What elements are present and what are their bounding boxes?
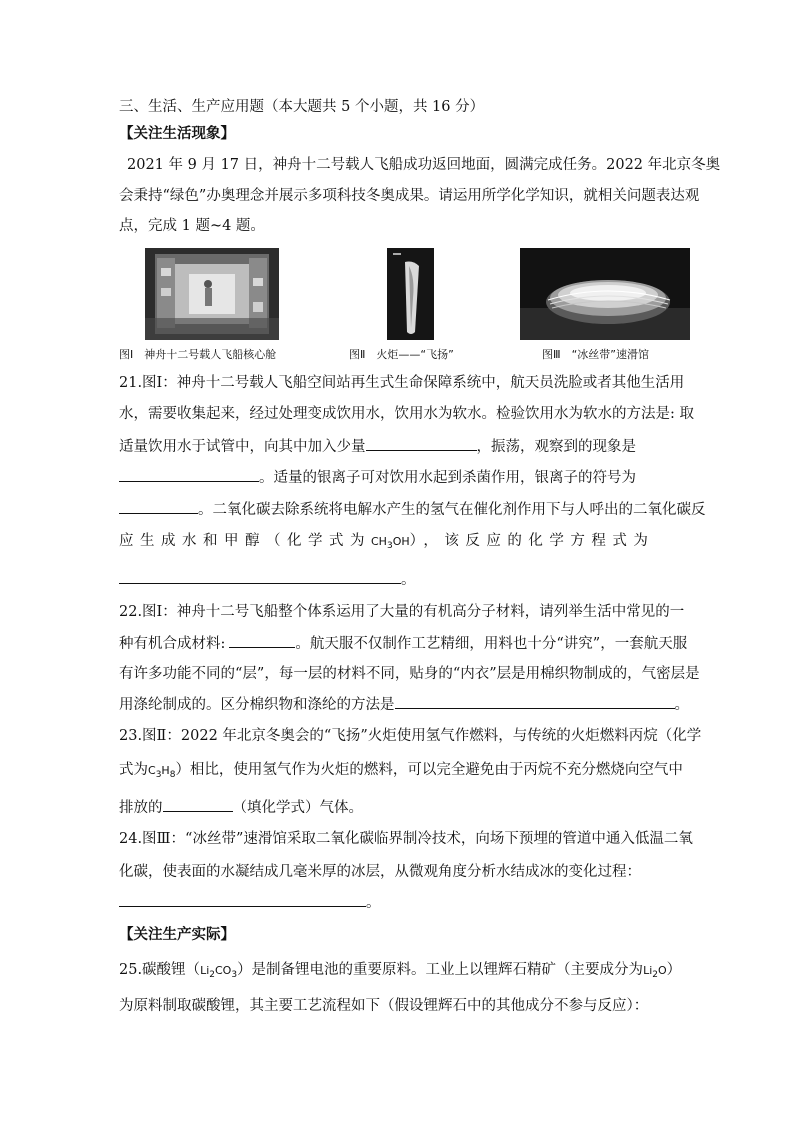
figure-spacecraft-cabin-image xyxy=(145,248,279,340)
q22-line-1: 22.图Ⅰ：神舟十二号飞船整个体系运用了大量的有机高分子材料，请列举生活中常见的一 xyxy=(119,604,685,620)
lithium-carbonate-li: Li xyxy=(200,964,210,977)
q21-blank-phenomenon[interactable] xyxy=(119,467,259,482)
q22-line-4 xyxy=(119,694,689,715)
q21-line-3-text-b: ，振荡，观察到的现象是 xyxy=(476,439,636,455)
q23-line-1: 23.图Ⅱ：2022 年北京冬奥会的“飞扬”火炬使用氢气作燃料，与传统的火炬燃料丙烷（化学 xyxy=(119,728,702,744)
lithium-carbonate-li-subscript: 2 xyxy=(209,970,215,981)
q23-line-3-text-b: （填化学式）气体。 xyxy=(232,800,363,816)
lithium-carbonate-co: CO xyxy=(214,964,232,977)
q21-line-3-text-a: 适量饮用水于试管中，向其中加入少量 xyxy=(119,439,366,455)
q25-line-1-text-c: ） xyxy=(666,962,682,978)
q21-line-7-end: 。 xyxy=(401,572,416,588)
q23-line-2 xyxy=(119,760,683,785)
q25-line-1-text-a: 25.碳酸锂（ xyxy=(119,962,201,978)
figure-torch-image xyxy=(387,248,434,340)
intro-line-1: 2021 年 9 月 17 日，神舟十二号载人飞船成功返回地面，圆满完成任务。2022 年北京冬奥 xyxy=(127,157,721,173)
figure-2-caption: 图Ⅱ 火炬——“飞扬” xyxy=(349,348,454,361)
q21-blank-silver-ion[interactable] xyxy=(119,499,198,514)
q25-line-1 xyxy=(119,960,681,985)
methanol-formula-ch: CH xyxy=(371,535,387,548)
q23-line-3 xyxy=(119,797,363,818)
q21-line-4-text: 。适量的银离子可对饮用水起到杀菌作用，银离子的符号为 xyxy=(259,470,636,486)
intro-line-3: 点，完成 1 题~4 题。 xyxy=(119,218,265,234)
heading-production-practice: 【关注生产实际】 xyxy=(119,926,235,943)
q24-line-1: 24.图Ⅲ：“冰丝带”速滑馆采取二氧化碳临界制冷技术，向场下预埋的管道中通入低温二氧 xyxy=(119,831,693,847)
q23-blank-gas[interactable] xyxy=(163,797,233,812)
q25-line-2: 为原料制取碳酸锂，其主要工艺流程如下（假设锂辉石中的其他成分不参与反应）： xyxy=(119,998,649,1014)
section-title: 三、生活、生产应用题（本大题共 5 个小题，共 16 分） xyxy=(119,99,485,115)
q21-line-5 xyxy=(119,499,706,520)
intro-line-2: 会秉持“绿色”办奥理念并展示多项科技冬奥成果。请运用所学化学知识，就相关问题表达观 xyxy=(119,188,700,204)
lithium-carbonate-co-subscript: 3 xyxy=(231,970,238,981)
figure-ice-ribbon-arena-image xyxy=(520,248,690,340)
lithium-oxide-o: O xyxy=(657,964,667,977)
q23-line-2-text-b: ）相比，使用氢气作为火炬的燃料，可以完全避免由于丙烷不充分燃烧向空气中 xyxy=(175,762,683,778)
q25-line-1-text-b: ）是制备锂电池的重要原料。工业上以锂辉石精矿（主要成分为 xyxy=(237,962,644,978)
q22-line-2-text-b: 。航天服不仅制作工艺精细，用料也十分“讲究”，一套航天服 xyxy=(295,636,688,652)
lithium-oxide-li: Li xyxy=(643,964,653,977)
propane-formula-h: H xyxy=(161,764,170,777)
q22-line-2 xyxy=(119,633,687,654)
q21-line-4 xyxy=(119,467,636,488)
q22-line-2-text-a: 种有机合成材料: xyxy=(119,636,226,652)
q21-line-3 xyxy=(119,436,636,457)
q24-line-3-end: 。 xyxy=(366,895,381,911)
q21-line-6 xyxy=(119,531,654,556)
propane-formula-c: C xyxy=(148,764,156,777)
q24-line-2: 化碳，使表面的水凝结成几毫米厚的冰层，从微观角度分析水结成冰的变化过程： xyxy=(119,864,641,880)
heading-life-phenomena: 【关注生活现象】 xyxy=(119,125,235,142)
methanol-formula xyxy=(371,535,410,552)
q24-line-3 xyxy=(119,892,381,913)
propane-formula-c-subscript: 3 xyxy=(155,770,162,781)
lithium-carbonate-formula xyxy=(200,964,238,981)
q24-blank-process[interactable] xyxy=(119,892,366,907)
methanol-formula-subscript: 3 xyxy=(386,541,393,552)
propane-formula-h-subscript: 8 xyxy=(169,770,176,781)
q21-blank-equation[interactable] xyxy=(119,569,401,584)
q21-line-6-text-a: 应生成水和甲醇（化学式为 xyxy=(119,533,371,549)
q22-blank-material[interactable] xyxy=(229,633,295,648)
q22-blank-method[interactable] xyxy=(395,694,675,709)
figure-1-caption: 图Ⅰ 神舟十二号载人飞船核心舱 xyxy=(119,348,277,361)
q23-line-2-text-a: 式为 xyxy=(119,762,148,778)
q21-blank-reagent[interactable] xyxy=(366,436,477,451)
q21-line-7 xyxy=(119,569,416,590)
q21-line-5-text: 。二氧化碳去除系统将电解水产生的氢气在催化剂作用下与人呼出的二氧化碳反 xyxy=(198,502,706,518)
lithium-oxide-formula xyxy=(643,964,667,981)
lithium-oxide-li-subscript: 2 xyxy=(652,970,658,981)
q21-line-1: 21.图Ⅰ：神舟十二号载人飞船空间站再生式生命保障系统中，航天员洗脸或者其他生活用 xyxy=(119,375,685,391)
methanol-formula-oh: OH xyxy=(392,535,410,548)
q23-line-3-text-a: 排放的 xyxy=(119,800,163,816)
figure-3-caption: 图Ⅲ “冰丝带”速滑馆 xyxy=(542,348,649,361)
q21-line-2: 水，需要收集起来，经过处理变成饮用水，饮用水为软水。检验饮用水为软水的方法是: 取 xyxy=(119,406,694,422)
q21-line-6-text-b: ），该反应的化学方程式为 xyxy=(409,533,655,549)
q22-line-4-text: 用涤纶制成的。区分棉织物和涤纶的方法是 xyxy=(119,697,395,713)
propane-formula xyxy=(148,764,176,781)
q22-line-4-end: 。 xyxy=(674,697,689,713)
q22-line-3: 有许多功能不同的“层”，每一层的材料不同，贴身的“内衣”层是用棉织物制成的，气密层是 xyxy=(119,666,700,682)
